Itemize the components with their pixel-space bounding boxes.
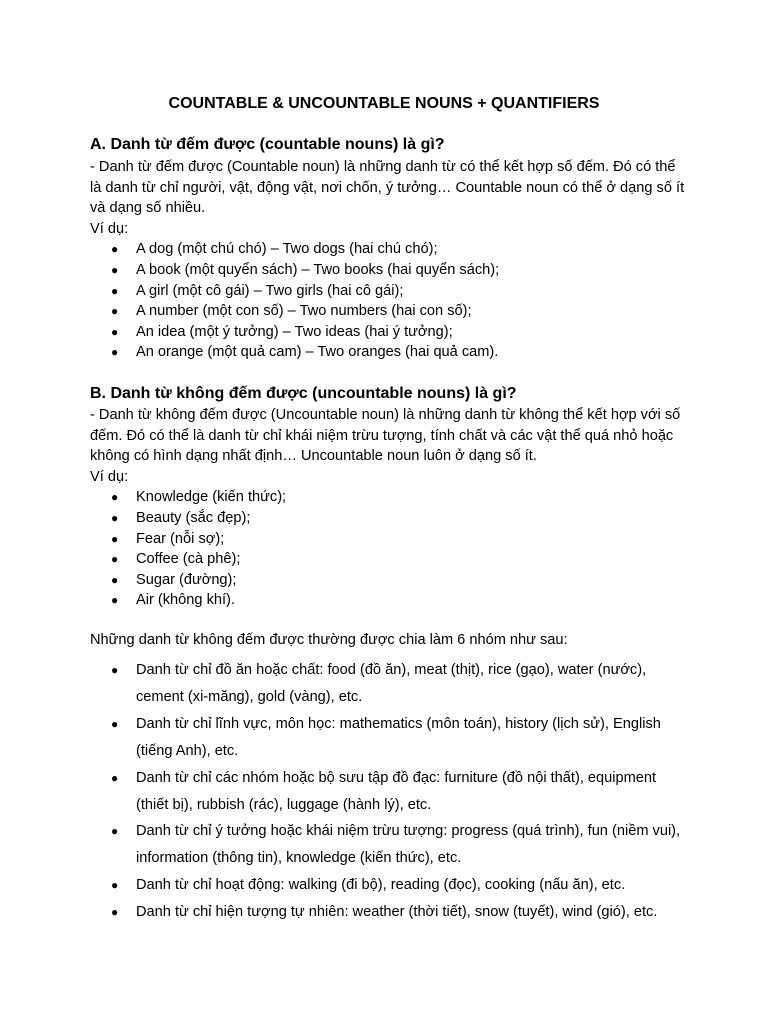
section-b-example-label: Ví dụ: [90, 468, 129, 485]
list-item: ● Danh từ chỉ đồ ăn hoặc chất: food (đồ ăn), meat (thịt), rice (gạo), water (nước), cement (xi-măng), gold (vàng), etc. [90, 657, 690, 711]
list-item: ● An orange (một quả cam) – Two oranges (hai quả cam). [90, 342, 690, 363]
bullet-icon: ● [111, 324, 119, 339]
bullet-icon: ● [111, 242, 119, 257]
section-a-intro: - Danh từ đếm được (Countable noun) là những danh từ có thể kết hợp số đếm. Đó có thể là danh từ chỉ người, vật, động vật, nơi chốn, ý tưởng… Countable noun có thể ở dạng số ít và dạng số nhiều. [90, 159, 685, 217]
list-item: ● Danh từ chỉ lĩnh vực, môn học: mathematics (môn toán), history (lịch sử), English (tiếng Anh), etc. [90, 711, 690, 765]
bullet-icon: ● [111, 572, 119, 587]
bullet-icon: ● [111, 878, 119, 893]
list-item: ● A girl (một cô gái) – Two girls (hai cô gái); [90, 281, 690, 302]
section-a-heading: A. Danh từ đếm được (countable nouns) là gì? [90, 136, 445, 153]
list-item: ● A number (một con số) – Two numbers (hai con số); [90, 301, 690, 322]
groups-list [90, 657, 690, 926]
bullet-icon: ● [111, 490, 119, 505]
section-b-heading: B. Danh từ không đếm được (uncountable nouns) là gì? [90, 385, 517, 402]
bullet-icon: ● [111, 283, 119, 298]
bullet-icon: ● [111, 716, 119, 731]
bullet-icon: ● [111, 262, 119, 277]
bullet-icon: ● [111, 510, 119, 525]
list-item: ● Beauty (sắc đẹp); [90, 508, 690, 529]
list-item: ● Danh từ chỉ ý tưởng hoặc khái niệm trừu tượng: progress (quá trình), fun (niềm vui), information (thông tin), knowledge (kiến thức), etc. [90, 818, 690, 872]
list-item: ● Danh từ chỉ hiện tượng tự nhiên: weather (thời tiết), snow (tuyết), wind (gió), etc. [90, 899, 690, 926]
list-item: ● Air (không khí). [90, 590, 690, 611]
list-item: ● Fear (nỗi sợ); [90, 529, 690, 550]
list-item: ● A dog (một chú chó) – Two dogs (hai chú chó); [90, 239, 690, 260]
list-item: ● An idea (một ý tưởng) – Two ideas (hai ý tưởng); [90, 322, 690, 343]
section-b-intro: - Danh từ không đếm được (Uncountable noun) là những danh từ không thể kết hợp với số đếm. Đó có thể là danh từ chỉ khái niệm trừu tượng, tính chất và các vật thể quá nhỏ hoặc không có hình dạng nhất định… Uncountable noun luôn ở dạng số ít. [90, 407, 681, 465]
list-item: ● Sugar (đường); [90, 570, 690, 591]
groups-intro: Những danh từ không đếm được thường được chia làm 6 nhóm như sau: [90, 632, 568, 648]
bullet-icon: ● [111, 770, 119, 785]
bullet-icon: ● [111, 531, 119, 546]
section-a-body [90, 157, 690, 363]
bullet-icon: ● [111, 552, 119, 567]
document-title: COUNTABLE & UNCOUNTABLE NOUNS + QUANTIFIERS [168, 95, 600, 112]
list-item: ● Coffee (cà phê); [90, 549, 690, 570]
bullet-icon: ● [111, 663, 119, 677]
section-a-example-label: Ví dụ: [90, 220, 129, 237]
section-b-example-list [90, 487, 690, 611]
list-item: ● Danh từ chỉ hoạt động: walking (đi bộ), reading (đọc), cooking (nấu ăn), etc. [90, 872, 690, 899]
list-item: ● Danh từ chỉ các nhóm hoặc bộ sưu tập đồ đạc: furniture (đồ nội thất), equipment (thiết bị), rubbish (rác), luggage (hành lý), etc. [90, 765, 690, 819]
list-item: ● Knowledge (kiến thức); [90, 487, 690, 508]
bullet-icon: ● [111, 824, 119, 839]
bullet-icon: ● [111, 345, 119, 360]
section-a-example-list [90, 239, 690, 363]
bullet-icon: ● [111, 593, 119, 608]
bullet-icon: ● [111, 304, 119, 319]
section-b-body [90, 405, 690, 611]
list-item: ● A book (một quyển sách) – Two books (hai quyển sách); [90, 260, 690, 281]
bullet-icon: ● [111, 905, 119, 920]
